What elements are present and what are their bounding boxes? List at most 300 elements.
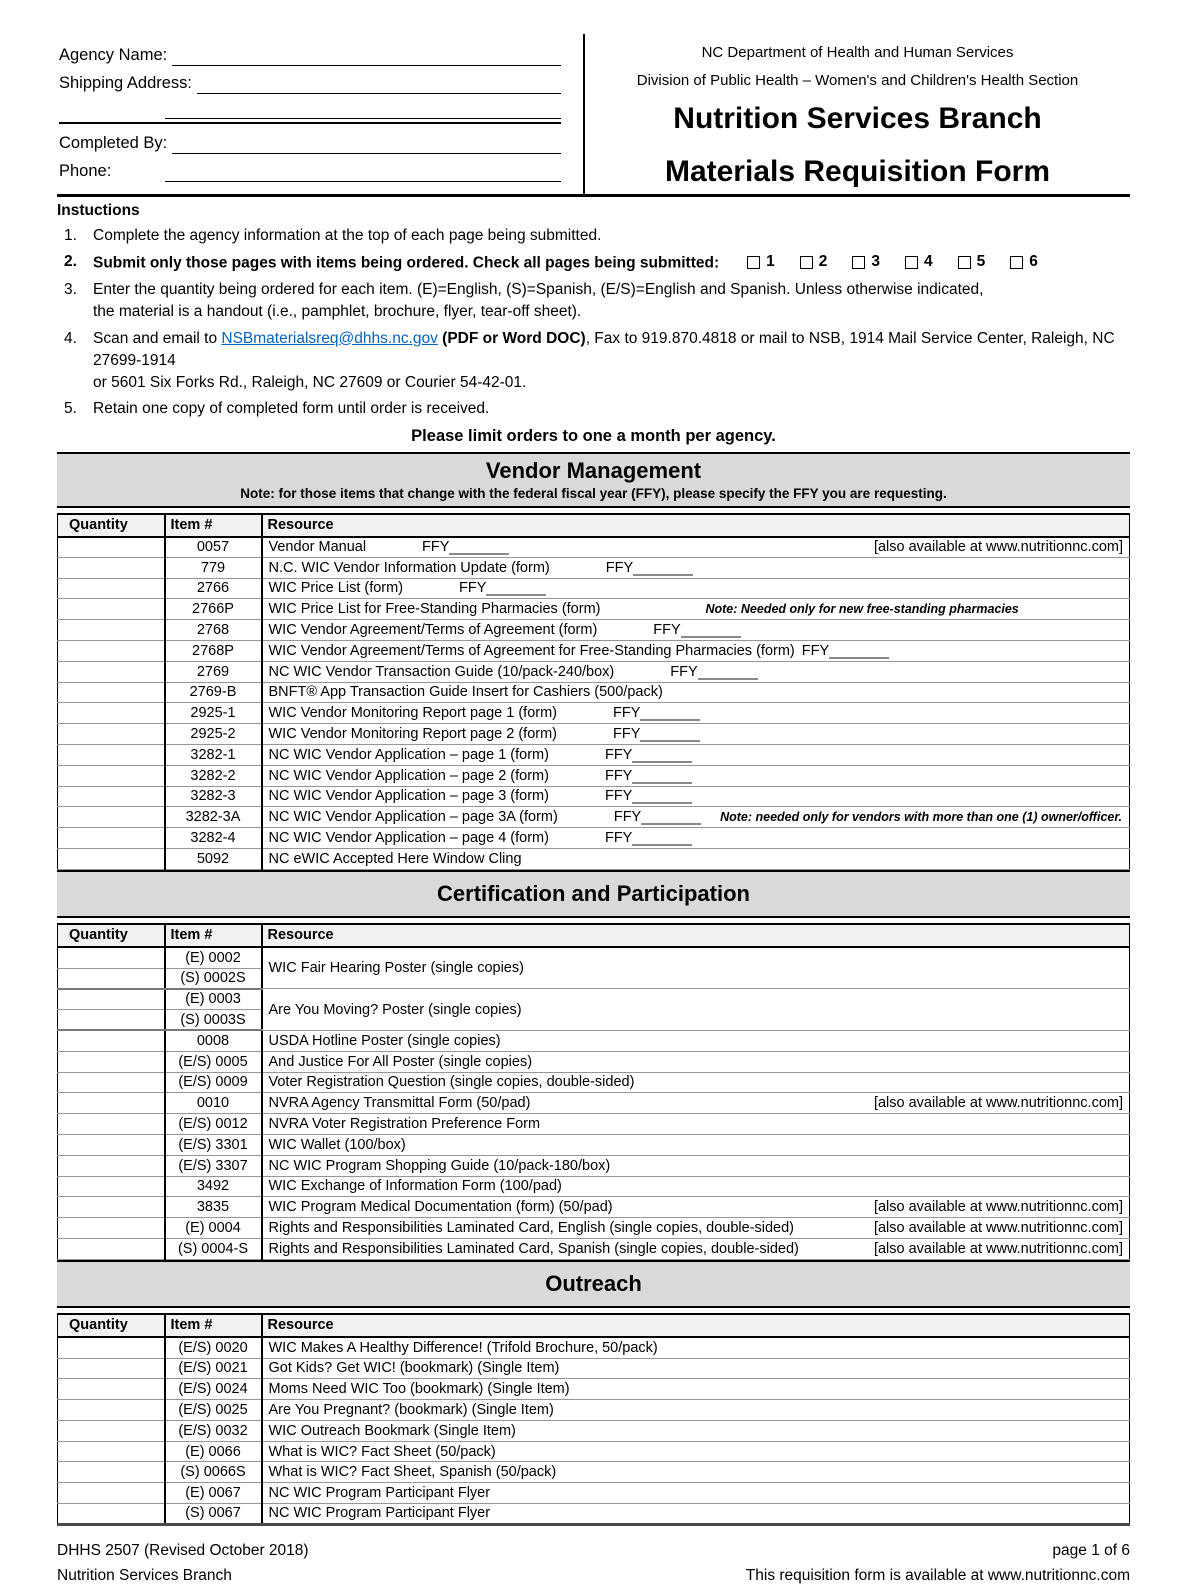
page-footer bbox=[57, 1539, 1130, 1588]
resource-name: NC WIC Vendor Application – page 4 (form) bbox=[268, 830, 549, 847]
quantity-cell[interactable] bbox=[58, 807, 165, 828]
resource-cell bbox=[262, 724, 1130, 745]
quantity-column-header: Quantity bbox=[58, 514, 165, 537]
outreach-band bbox=[57, 1260, 1130, 1309]
ffy-label: FFY bbox=[604, 767, 633, 784]
row-note: Note: needed only for vendors with more than one (1) owner/officer. bbox=[720, 810, 1122, 825]
resource-cell bbox=[262, 1218, 1130, 1239]
resource-name: WIC Price List for Free-Standing Pharmacies (form) bbox=[268, 601, 601, 618]
quantity-cell[interactable] bbox=[58, 1010, 165, 1031]
quantity-cell[interactable] bbox=[58, 947, 165, 968]
resource-name: NC WIC Vendor Application – page 3A (form) bbox=[268, 809, 558, 826]
phone-label: Phone: bbox=[59, 162, 112, 180]
resource-cell bbox=[262, 578, 1130, 599]
resource-name: And Justice For All Poster (single copies) bbox=[268, 1053, 533, 1070]
item-number-cell: 2768P bbox=[165, 640, 262, 661]
instructions-heading: Instuctions bbox=[57, 202, 140, 219]
section-title: Outreach bbox=[545, 1270, 642, 1296]
page-checkbox-item-1 bbox=[747, 251, 775, 273]
table-row bbox=[58, 1176, 1130, 1197]
page-checkbox-2[interactable] bbox=[800, 256, 813, 269]
ffy-blank-line[interactable] bbox=[640, 729, 700, 742]
ffy-field bbox=[605, 768, 692, 784]
page-checkbox-label: 1 bbox=[766, 253, 775, 270]
table-row bbox=[58, 640, 1130, 661]
ffy-field bbox=[614, 809, 701, 825]
instruction-text-post: , Fax to 919.870.4818 or mail to NSB, 1914 Mail Service Center, Raleigh, NC 27699-1914 bbox=[93, 329, 1115, 369]
table-row bbox=[58, 703, 1130, 724]
item-number-cell: (E) 0066 bbox=[165, 1441, 262, 1462]
item-number-cell: 3282-3A bbox=[165, 807, 262, 828]
table-row bbox=[58, 807, 1130, 828]
resource-cell bbox=[262, 744, 1130, 765]
quantity-cell[interactable] bbox=[58, 537, 165, 558]
row-note: Note: Needed only for new free-standing pharmacies bbox=[705, 602, 1019, 617]
resource-name: BNFT® App Transaction Guide Insert for Cashiers (500/pack) bbox=[268, 684, 663, 701]
availability-note: [also available at www.nutritionnc.com] bbox=[873, 1095, 1123, 1112]
page-checkbox-item-5 bbox=[958, 251, 986, 273]
quantity-cell[interactable] bbox=[58, 1483, 165, 1504]
quantity-cell[interactable] bbox=[58, 1093, 165, 1114]
resource-name: WIC Wallet (100/box) bbox=[268, 1136, 406, 1153]
ffy-blank-line[interactable] bbox=[632, 771, 692, 784]
ffy-blank-line[interactable] bbox=[681, 625, 741, 638]
table-row bbox=[58, 1379, 1130, 1400]
resource-cell bbox=[262, 537, 1130, 558]
table-row bbox=[58, 682, 1130, 703]
resource-name: Rights and Responsibilities Laminated Card, English (single copies, double-sided) bbox=[268, 1220, 795, 1236]
instruction-1 bbox=[57, 225, 1130, 247]
ffy-label: FFY bbox=[604, 788, 633, 805]
resource-cell bbox=[262, 1114, 1130, 1135]
ffy-blank-line[interactable] bbox=[633, 563, 693, 576]
ffy-field bbox=[613, 705, 700, 721]
item-number-cell: (E/S) 0020 bbox=[165, 1337, 262, 1358]
table-row bbox=[58, 947, 1130, 968]
table-row bbox=[58, 620, 1130, 641]
table-row bbox=[58, 1462, 1130, 1483]
page-checkbox-item-6 bbox=[1010, 251, 1038, 273]
table-row bbox=[58, 1093, 1130, 1114]
resource-cell bbox=[262, 661, 1130, 682]
phone-field bbox=[59, 154, 561, 182]
quantity-cell[interactable] bbox=[58, 578, 165, 599]
item-number-cell: (E/S) 3301 bbox=[165, 1134, 262, 1155]
table-row bbox=[58, 578, 1130, 599]
ffy-label: FFY bbox=[613, 705, 641, 722]
resource-name: NVRA Agency Transmittal Form (50/pad) bbox=[268, 1095, 531, 1112]
quantity-cell[interactable] bbox=[58, 620, 165, 641]
resource-column-header: Resource bbox=[262, 924, 1130, 947]
certification-participation-table bbox=[57, 923, 1130, 1259]
resource-cell bbox=[262, 1420, 1130, 1441]
resource-cell bbox=[262, 620, 1130, 641]
resource-name: Voter Registration Question (single copies, double-sided) bbox=[268, 1074, 635, 1091]
resource-name: What is WIC? Fact Sheet, Spanish (50/pack) bbox=[268, 1464, 557, 1481]
item-number-cell: (E/S) 0024 bbox=[165, 1379, 262, 1400]
table-row bbox=[58, 989, 1130, 1010]
resource-cell bbox=[262, 1504, 1130, 1525]
resource-name: NC WIC Vendor Application – page 1 (form) bbox=[268, 746, 549, 763]
ffy-blank-line[interactable] bbox=[486, 583, 546, 596]
item-number-cell: (E) 0067 bbox=[165, 1483, 262, 1504]
resource-cell bbox=[262, 1441, 1130, 1462]
item-number-cell: (E/S) 0032 bbox=[165, 1420, 262, 1441]
instruction-text: Retain one copy of completed form until order is received. bbox=[93, 400, 490, 417]
item-number-cell: (E) 0002 bbox=[165, 947, 262, 968]
resource-cell bbox=[262, 786, 1130, 807]
table-row bbox=[58, 537, 1130, 558]
ffy-field bbox=[459, 580, 546, 596]
item-number-cell: 2766 bbox=[165, 578, 262, 599]
quantity-cell[interactable] bbox=[58, 1441, 165, 1462]
ffy-blank-line[interactable] bbox=[449, 542, 509, 555]
vendor-management-band bbox=[57, 452, 1130, 508]
quantity-cell[interactable] bbox=[58, 1504, 165, 1525]
resource-cell bbox=[262, 1093, 1130, 1114]
quantity-cell[interactable] bbox=[58, 1420, 165, 1441]
quantity-cell[interactable] bbox=[58, 1400, 165, 1421]
instruction-4 bbox=[57, 328, 1130, 394]
availability-note: [also available at www.nutritionnc.com] bbox=[873, 1220, 1123, 1236]
phone-blank-line[interactable] bbox=[165, 158, 561, 182]
table-row bbox=[58, 1197, 1130, 1218]
table-row bbox=[58, 599, 1130, 620]
instruction-text: Submit only those pages with items being ordered. Check all pages being submitted: bbox=[93, 254, 720, 272]
instruction-text-line2: the material is a handout (i.e., pamphlet, brochure, flyer, tear-off sheet). bbox=[93, 303, 582, 320]
ffy-blank-line[interactable] bbox=[641, 812, 701, 825]
table-row bbox=[58, 1155, 1130, 1176]
quantity-cell[interactable] bbox=[58, 682, 165, 703]
certification-participation-band bbox=[57, 870, 1130, 919]
quantity-cell[interactable] bbox=[58, 765, 165, 786]
resource-name: NC WIC Program Shopping Guide (10/pack-180/box) bbox=[268, 1157, 611, 1174]
division-name: Division of Public Health – Women's and Children's Health Section bbox=[636, 72, 1079, 89]
quantity-column-header: Quantity bbox=[58, 1314, 165, 1337]
resource-name: NC WIC Program Participant Flyer bbox=[268, 1505, 491, 1522]
availability-note: [also available at www.nutritionnc.com] bbox=[873, 539, 1123, 556]
instruction-2 bbox=[57, 251, 1130, 275]
table-row bbox=[58, 744, 1130, 765]
quantity-cell[interactable] bbox=[58, 968, 165, 989]
quantity-cell[interactable] bbox=[58, 599, 165, 620]
resource-cell bbox=[262, 807, 1130, 828]
table-row bbox=[58, 1441, 1130, 1462]
resource-name: WIC Price List (form) bbox=[268, 580, 404, 597]
table-row bbox=[58, 557, 1130, 578]
item-number-cell: 2925-1 bbox=[165, 703, 262, 724]
item-number-cell: 0010 bbox=[165, 1093, 262, 1114]
agency-name-field bbox=[59, 38, 561, 66]
item-column-header: Item # bbox=[165, 924, 262, 947]
quantity-column-header: Quantity bbox=[58, 924, 165, 947]
resource-name: WIC Vendor Agreement/Terms of Agreement for Free-Standing Pharmacies (form) bbox=[268, 642, 795, 659]
quantity-cell[interactable] bbox=[58, 640, 165, 661]
ffy-label: FFY bbox=[605, 559, 634, 576]
page-checkbox-5[interactable] bbox=[958, 256, 971, 269]
shipping-address-blank-line-2[interactable] bbox=[165, 94, 561, 119]
resource-cell bbox=[262, 947, 1130, 989]
quantity-cell[interactable] bbox=[58, 1358, 165, 1379]
resource-name: NC WIC Vendor Application – page 3 (form) bbox=[268, 788, 549, 805]
quantity-cell[interactable] bbox=[58, 828, 165, 849]
resource-cell bbox=[262, 1176, 1130, 1197]
ffy-blank-line[interactable] bbox=[829, 646, 889, 659]
table-row bbox=[58, 848, 1130, 869]
completed-by-label: Completed By: bbox=[59, 134, 168, 152]
section-note: Note: for those items that change with the federal fiscal year (FFY), please specify the FFY you are requesting. bbox=[240, 485, 947, 501]
completed-by-blank-line[interactable] bbox=[172, 130, 561, 154]
form-header bbox=[57, 34, 1130, 197]
ffy-field bbox=[606, 560, 693, 576]
resource-cell bbox=[262, 1337, 1130, 1358]
item-number-cell: (E/S) 0005 bbox=[165, 1051, 262, 1072]
completed-by-field bbox=[59, 126, 561, 154]
quantity-cell[interactable] bbox=[58, 724, 165, 745]
item-number-cell: (S) 0002S bbox=[165, 968, 262, 989]
instruction-number: 1. bbox=[64, 226, 77, 244]
item-number-cell: 2925-2 bbox=[165, 724, 262, 745]
resource-name: Moms Need WIC Too (bookmark) (Single Item) bbox=[268, 1381, 570, 1398]
table-row bbox=[58, 828, 1130, 849]
table-row bbox=[58, 724, 1130, 745]
resource-cell bbox=[262, 765, 1130, 786]
quantity-cell[interactable] bbox=[58, 1030, 165, 1051]
quantity-cell[interactable] bbox=[58, 848, 165, 869]
resource-name: Are You Pregnant? (bookmark) (Single Item) bbox=[268, 1401, 554, 1418]
resource-cell bbox=[262, 1400, 1130, 1421]
instruction-text-line1: Enter the quantity being ordered for each item. (E)=English, (S)=Spanish, (E/S)=English and Spanish. Unless otherwise indicated, bbox=[93, 281, 984, 298]
resource-cell bbox=[262, 682, 1130, 703]
quantity-cell[interactable] bbox=[58, 1134, 165, 1155]
resource-cell bbox=[262, 1358, 1130, 1379]
resource-name: WIC Program Medical Documentation (form) (50/pad) bbox=[268, 1199, 613, 1216]
instruction-number: 3. bbox=[64, 281, 77, 298]
table-row bbox=[58, 1504, 1130, 1525]
item-number-cell: 779 bbox=[165, 557, 262, 578]
page-indicator: page 1 of 6 bbox=[1052, 1541, 1130, 1559]
item-number-cell: 3282-3 bbox=[165, 786, 262, 807]
table-row bbox=[58, 661, 1130, 682]
resource-name: WIC Exchange of Information Form (100/pad) bbox=[268, 1178, 562, 1195]
instruction-text-bold: (PDF or Word DOC) bbox=[437, 329, 586, 347]
resource-name: WIC Vendor Monitoring Report page 1 (form) bbox=[268, 705, 558, 722]
resource-cell bbox=[262, 828, 1130, 849]
item-number-cell: 3282-4 bbox=[165, 828, 262, 849]
item-number-cell: (S) 0004-S bbox=[165, 1238, 262, 1259]
branch-name: Nutrition Services Branch bbox=[57, 1566, 232, 1584]
item-number-cell: 3492 bbox=[165, 1176, 262, 1197]
resource-cell bbox=[262, 1030, 1130, 1051]
item-number-cell: (S) 0003S bbox=[165, 1010, 262, 1031]
form-title-line2: Materials Requisition Form bbox=[664, 155, 1051, 188]
shipping-address-blank-line[interactable] bbox=[197, 70, 561, 94]
quantity-cell[interactable] bbox=[58, 1176, 165, 1197]
table-row bbox=[58, 786, 1130, 807]
page-checkbox-item-4 bbox=[905, 251, 933, 273]
resource-name: Vendor Manual bbox=[268, 539, 367, 556]
table-row bbox=[58, 765, 1130, 786]
order-limit-note: Please limit orders to one a month per agency. bbox=[411, 427, 776, 445]
item-number-cell: (E/S) 3307 bbox=[165, 1155, 262, 1176]
ffy-field bbox=[613, 726, 700, 742]
item-number-cell: 3282-1 bbox=[165, 744, 262, 765]
instruction-5 bbox=[57, 398, 1130, 420]
agency-name-blank-line[interactable] bbox=[172, 42, 561, 66]
instruction-text: Complete the agency information at the top of each page being submitted. bbox=[93, 226, 602, 244]
ffy-label: FFY bbox=[604, 830, 633, 847]
ffy-blank-line[interactable] bbox=[640, 708, 700, 721]
page-checkbox-label: 6 bbox=[1029, 253, 1038, 270]
instruction-3 bbox=[57, 279, 1130, 323]
item-number-cell: 0057 bbox=[165, 537, 262, 558]
resource-name: Got Kids? Get WIC! (bookmark) (Single Item) bbox=[268, 1360, 560, 1377]
quantity-cell[interactable] bbox=[58, 1462, 165, 1483]
ffy-label: FFY bbox=[459, 580, 487, 597]
availability-note: [also available at www.nutritionnc.com] bbox=[873, 1240, 1123, 1257]
ffy-field bbox=[605, 830, 692, 846]
table-row bbox=[58, 1051, 1130, 1072]
ffy-blank-line[interactable] bbox=[632, 750, 692, 763]
resource-cell bbox=[262, 1072, 1130, 1093]
quantity-cell[interactable] bbox=[58, 1238, 165, 1259]
table-row bbox=[58, 1358, 1130, 1379]
resource-cell bbox=[262, 848, 1130, 869]
table-row bbox=[58, 1400, 1130, 1421]
item-number-cell: 3282-2 bbox=[165, 765, 262, 786]
resource-cell bbox=[262, 703, 1130, 724]
instruction-text-pre: Scan and email to bbox=[93, 329, 222, 347]
item-number-cell: 2768 bbox=[165, 620, 262, 641]
item-number-cell: (E/S) 0009 bbox=[165, 1072, 262, 1093]
resource-column-header: Resource bbox=[262, 514, 1130, 537]
item-number-cell: 2769 bbox=[165, 661, 262, 682]
quantity-cell[interactable] bbox=[58, 1337, 165, 1358]
ffy-field bbox=[670, 664, 757, 680]
resource-name: NC WIC Vendor Transaction Guide (10/pack-240/box) bbox=[268, 663, 615, 680]
ffy-blank-line[interactable] bbox=[632, 791, 692, 804]
item-number-cell: (E) 0003 bbox=[165, 989, 262, 1010]
resource-name: WIC Makes A Healthy Difference! (Trifold Brochure, 50/pack) bbox=[268, 1339, 658, 1356]
item-number-cell: 0008 bbox=[165, 1030, 262, 1051]
section-title: Vendor Management bbox=[485, 458, 702, 483]
table-row bbox=[58, 1238, 1130, 1259]
resource-cell bbox=[262, 599, 1130, 620]
quantity-cell[interactable] bbox=[58, 1218, 165, 1239]
page-checkbox-6[interactable] bbox=[1010, 256, 1023, 269]
page-checkbox-4[interactable] bbox=[905, 256, 918, 269]
page-checkbox-1[interactable] bbox=[747, 256, 760, 269]
resource-name: USDA Hotline Poster (single copies) bbox=[268, 1032, 501, 1049]
quantity-cell[interactable] bbox=[58, 1155, 165, 1176]
resource-name: NC WIC Vendor Application – page 2 (form) bbox=[268, 767, 549, 784]
availability-note: [also available at www.nutritionnc.com] bbox=[873, 1199, 1123, 1216]
quantity-cell[interactable] bbox=[58, 1197, 165, 1218]
resource-name: NC WIC Program Participant Flyer bbox=[268, 1485, 491, 1502]
title-block bbox=[585, 34, 1130, 194]
quantity-cell[interactable] bbox=[58, 1379, 165, 1400]
item-number-cell: 3835 bbox=[165, 1197, 262, 1218]
quantity-cell[interactable] bbox=[58, 557, 165, 578]
instruction-number: 2. bbox=[64, 253, 77, 270]
resource-column-header: Resource bbox=[262, 1314, 1130, 1337]
table-row bbox=[58, 1030, 1130, 1051]
ffy-field bbox=[605, 788, 692, 804]
ffy-label: FFY bbox=[422, 539, 450, 556]
page-checkbox-row bbox=[747, 251, 1038, 273]
quantity-cell[interactable] bbox=[58, 744, 165, 765]
resource-cell bbox=[262, 640, 1130, 661]
resource-name: WIC Vendor Monitoring Report page 2 (form) bbox=[268, 726, 558, 743]
resource-cell bbox=[262, 1379, 1130, 1400]
quantity-cell[interactable] bbox=[58, 1114, 165, 1135]
resource-name: Rights and Responsibilities Laminated Card, Spanish (single copies, double-sided) bbox=[268, 1240, 799, 1257]
page-checkbox-3[interactable] bbox=[852, 256, 865, 269]
form-availability-note: This requisition form is available at www.nutritionnc.com bbox=[745, 1566, 1130, 1584]
item-number-cell: (E/S) 0021 bbox=[165, 1358, 262, 1379]
ffy-label: FFY bbox=[613, 809, 642, 826]
instruction-number: 4. bbox=[64, 329, 77, 347]
quantity-cell[interactable] bbox=[58, 786, 165, 807]
ffy-label: FFY bbox=[604, 746, 633, 763]
ffy-label: FFY bbox=[801, 642, 830, 659]
page-checkbox-label: 3 bbox=[871, 253, 881, 270]
header-divider bbox=[59, 122, 561, 124]
shipping-address-label: Shipping Address: bbox=[59, 74, 193, 92]
resource-name: WIC Vendor Agreement/Terms of Agreement (form) bbox=[268, 622, 598, 639]
ffy-field bbox=[422, 539, 509, 555]
ffy-label: FFY bbox=[613, 726, 641, 743]
quantity-cell[interactable] bbox=[58, 1072, 165, 1093]
quantity-cell[interactable] bbox=[58, 1051, 165, 1072]
instruction-number: 5. bbox=[64, 400, 77, 417]
item-number-cell: 2769-B bbox=[165, 682, 262, 703]
item-number-cell: (S) 0066S bbox=[165, 1462, 262, 1483]
quantity-cell[interactable] bbox=[58, 989, 165, 1010]
item-number-cell: (S) 0067 bbox=[165, 1504, 262, 1525]
materials-request-email-link[interactable]: NSBmaterialsreq@dhhs.nc.gov bbox=[221, 329, 438, 347]
item-number-cell: (E/S) 0025 bbox=[165, 1400, 262, 1421]
table-row bbox=[58, 1072, 1130, 1093]
resource-name: WIC Outreach Bookmark (Single Item) bbox=[268, 1422, 516, 1439]
resource-cell bbox=[262, 1155, 1130, 1176]
ffy-blank-line[interactable] bbox=[698, 667, 758, 680]
ffy-blank-line[interactable] bbox=[632, 833, 692, 846]
ffy-field bbox=[605, 747, 692, 763]
instruction-text-line2: or 5601 Six Forks Rd., Raleigh, NC 27609 or Courier 54-42-01. bbox=[93, 373, 527, 391]
resource-name: What is WIC? Fact Sheet (50/pack) bbox=[268, 1443, 496, 1460]
quantity-cell[interactable] bbox=[58, 661, 165, 682]
page-checkbox-item-2 bbox=[800, 251, 828, 273]
ffy-label: FFY bbox=[653, 622, 681, 639]
quantity-cell[interactable] bbox=[58, 703, 165, 724]
page-checkbox-label: 5 bbox=[976, 253, 986, 270]
ffy-field bbox=[653, 622, 740, 638]
table-row bbox=[58, 1483, 1130, 1504]
table-row bbox=[58, 1420, 1130, 1441]
ffy-field bbox=[802, 643, 889, 659]
shipping-address-field bbox=[59, 66, 561, 94]
resource-cell bbox=[262, 1483, 1130, 1504]
agency-name-label: Agency Name: bbox=[59, 46, 168, 64]
page-checkbox-item-3 bbox=[852, 251, 880, 273]
agency-info-block bbox=[57, 34, 585, 194]
item-column-header: Item # bbox=[165, 1314, 262, 1337]
resource-cell bbox=[262, 1134, 1130, 1155]
page-checkbox-label: 2 bbox=[818, 253, 828, 270]
resource-name: NVRA Voter Registration Preference Form bbox=[268, 1116, 541, 1133]
vendor-management-table bbox=[57, 513, 1130, 870]
